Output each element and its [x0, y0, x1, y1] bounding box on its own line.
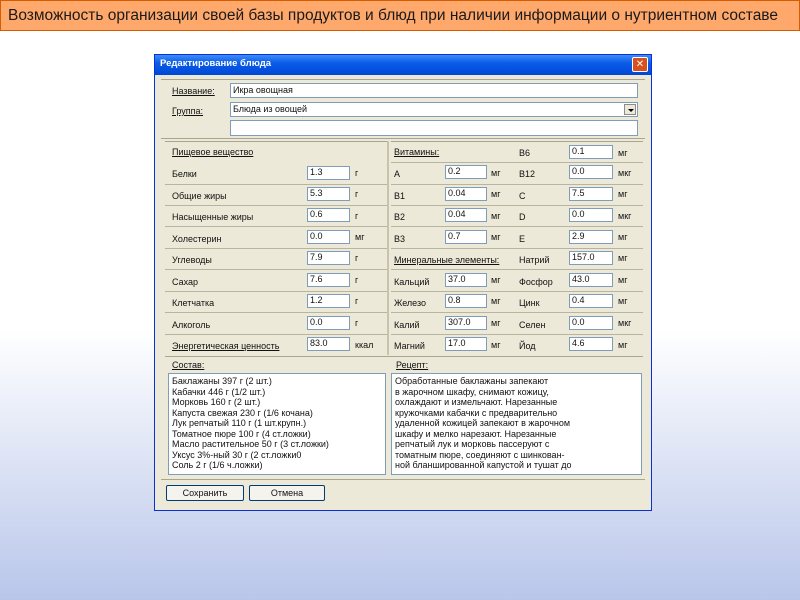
recipe-textarea[interactable]	[391, 373, 642, 475]
row-divider	[165, 226, 387, 227]
mineral-unit: мг	[491, 296, 501, 306]
composition-header: Состав:	[172, 360, 205, 370]
mineral-value-input[interactable]: 157.0	[569, 251, 613, 265]
row-divider	[391, 334, 643, 335]
nutrient-value-input[interactable]: 7.6	[307, 273, 350, 287]
nutrients-header: Пищевое вещество	[172, 147, 254, 157]
mineral-label: Магний	[394, 341, 425, 351]
nutrient-label: Холестерин	[172, 234, 222, 244]
cancel-button[interactable]: Отмена	[249, 485, 325, 501]
mineral-label: Фосфор	[519, 277, 553, 287]
recipe-header: Рецепт:	[396, 360, 429, 370]
nutrient-value-input[interactable]: 1.3	[307, 166, 350, 180]
row-divider	[165, 205, 387, 206]
vitamin-value-input[interactable]: 0.7	[445, 230, 487, 244]
nutrient-unit: г	[355, 189, 359, 199]
mineral-unit: мг	[618, 253, 628, 263]
name-input[interactable]: Икра овощная	[230, 83, 638, 98]
nutrient-unit: г	[355, 168, 359, 178]
name-label: Название:	[172, 86, 215, 96]
mineral-unit: мг	[618, 340, 628, 350]
vitamin-unit: мг	[491, 232, 501, 242]
nutrient-unit: г	[355, 318, 359, 328]
mineral-value-input[interactable]: 43.0	[569, 273, 613, 287]
nutrient-label: Алкоголь	[172, 320, 211, 330]
vitamin-value-input[interactable]: 0.04	[445, 208, 487, 222]
vitamin-unit: мкг	[618, 211, 632, 221]
vitamin-unit: мг	[491, 211, 501, 221]
recipe-line: охлаждают и измельчают. Нарезанные	[395, 397, 558, 407]
nutrient-unit: мг	[355, 232, 365, 242]
vitamins-header: Витамины:	[394, 147, 440, 157]
recipe-line: Обработанные баклажаны запекают	[395, 376, 549, 386]
row-divider	[391, 205, 643, 206]
mineral-value-input[interactable]: 0.4	[569, 294, 613, 308]
mineral-unit: мг	[491, 318, 501, 328]
row-divider	[391, 184, 643, 185]
nutrients-border	[165, 141, 387, 142]
row-divider	[391, 162, 643, 163]
vitamin-unit: мг	[491, 168, 501, 178]
mineral-value-input[interactable]: 0.8	[445, 294, 487, 308]
vitamin-unit: мг	[618, 232, 628, 242]
composition-line: Масло растительное 50 г (3 ст.ложки)	[172, 439, 329, 449]
vitamin-unit: мг	[618, 148, 628, 158]
composition-line: Кабачки 446 г (1/2 шт.)	[172, 386, 266, 397]
composition-line: Лук репчатый 110 г (1 шт.крупн.)	[172, 418, 307, 428]
group-label: Группа:	[172, 106, 204, 116]
mineral-label: Железо	[394, 298, 426, 308]
mineral-unit: мг	[491, 340, 501, 350]
vitamin-label: A	[394, 169, 401, 179]
mineral-label: Калий	[394, 320, 420, 330]
mineral-label: Кальций	[394, 277, 430, 287]
row-divider	[165, 312, 387, 313]
energy-unit: ккал	[355, 340, 374, 350]
recipe-line: репчатый лук и морковь пассеруют с	[395, 439, 550, 449]
recipe-line: кружочками кабачки с предварительно	[395, 407, 558, 418]
mineral-value-input[interactable]: 4.6	[569, 337, 613, 351]
nutrient-value-input[interactable]: 0.6	[307, 208, 350, 222]
top-group-border	[161, 79, 645, 80]
row-divider	[165, 184, 387, 185]
slide-banner: Возможность организации своей базы продуктов и блюд при наличии информации о нутриентном составе	[0, 0, 800, 31]
edit-dish-dialog	[154, 54, 652, 511]
row-divider	[165, 334, 387, 335]
mineral-value-input[interactable]: 307.0	[445, 316, 487, 330]
vitamin-label: C	[519, 191, 526, 201]
nutrient-label: Клетчатка	[172, 298, 215, 308]
close-icon[interactable]: ✕	[632, 57, 648, 72]
mineral-label: Натрий	[519, 255, 550, 265]
dialog-title: Редактирование блюда	[160, 58, 272, 69]
mineral-label: Селен	[519, 320, 546, 330]
vitamin-value-input[interactable]: 2.9	[569, 230, 613, 244]
mineral-label: Йод	[519, 341, 536, 351]
recipe-line: томатным пюре, соединяют с шинкован-	[395, 449, 565, 460]
mineral-label: Цинк	[519, 298, 540, 308]
vitamin-value-input[interactable]: 0.0	[569, 208, 613, 222]
row-divider	[391, 269, 643, 270]
composition-textarea[interactable]	[168, 373, 386, 475]
top-group-bottom-border	[161, 138, 645, 139]
mineral-unit: мг	[618, 296, 628, 306]
nutrient-value-input[interactable]: 0.0	[307, 230, 350, 244]
vitamins-border	[391, 141, 643, 142]
vitamin-value-input[interactable]: 0.2	[445, 165, 487, 179]
vitamin-label: B1	[394, 191, 406, 201]
vitamin-value-input[interactable]: 0.0	[569, 165, 613, 179]
recipe-line: в жарочном шкафу, снимают кожицу,	[395, 386, 549, 397]
composition-line: Морковь 160 г (2 шт.)	[172, 397, 261, 407]
composition-line: Уксус 3%-ный 30 г (2 ст.ложки0	[172, 449, 302, 460]
composition-line: Томатное пюре 100 г (4 ст.ложки)	[172, 428, 311, 439]
mineral-unit: мкг	[618, 318, 632, 328]
vitamin-label: B2	[394, 212, 406, 222]
nutrient-label: Общие жиры	[172, 191, 227, 201]
row-divider	[165, 248, 387, 249]
vitamin-label: B12	[519, 169, 536, 179]
vitamin-label: B6	[519, 148, 531, 158]
vitamin-value-input[interactable]: 0.1	[569, 145, 613, 159]
nutrient-unit: г	[355, 296, 359, 306]
dialog-titlebar[interactable]	[155, 55, 651, 75]
recipe-line: шкафу и мелко нарезают. Нарезанные	[395, 428, 557, 439]
vitamin-value-input[interactable]: 0.04	[445, 187, 487, 201]
row-divider	[391, 248, 643, 249]
minerals-header: Минеральные элементы:	[394, 255, 500, 265]
nutrient-label: Насыщенные жиры	[172, 212, 254, 222]
mineral-value-input[interactable]: 17.0	[445, 337, 487, 351]
composition-line: Соль 2 г (1/6 ч.ложки)	[172, 460, 263, 470]
mineral-unit: мг	[618, 275, 628, 285]
save-button[interactable]: Сохранить	[166, 485, 244, 501]
nutrient-unit: г	[355, 211, 359, 221]
composition-line: Баклажаны 397 г (2 шт.)	[172, 376, 272, 386]
group-select-value: Блюда из овощей	[233, 104, 308, 114]
row-divider	[165, 269, 387, 270]
mineral-value-input[interactable]: 0.0	[569, 316, 613, 330]
vitamin-value-input[interactable]: 7.5	[569, 187, 613, 201]
row-divider	[165, 291, 387, 292]
vitamin-label: E	[519, 234, 526, 244]
nutrient-unit: г	[355, 253, 359, 263]
mineral-value-input[interactable]: 37.0	[445, 273, 487, 287]
row-divider	[391, 312, 643, 313]
nutrient-value-input[interactable]: 7.9	[307, 251, 350, 265]
nutrient-label: Белки	[172, 169, 197, 179]
vitamin-unit: мг	[491, 189, 501, 199]
chevron-down-icon[interactable]	[624, 104, 636, 115]
panel-divider	[387, 141, 389, 355]
energy-value-input[interactable]: 83.0	[307, 337, 350, 351]
row-divider	[391, 226, 643, 227]
nutrient-value-input[interactable]: 5.3	[307, 187, 350, 201]
nutrient-value-input[interactable]: 0.0	[307, 316, 350, 330]
vitamin-unit: мг	[618, 189, 628, 199]
nutrient-label: Углеводы	[172, 255, 212, 265]
group-extra-input[interactable]	[230, 120, 638, 136]
nutrient-label: Сахар	[172, 277, 199, 287]
energy-label: Энергетическая ценность	[172, 341, 280, 351]
composition-line: Капуста свежая 230 г (1/6 кочана)	[172, 407, 313, 418]
row-divider	[391, 291, 643, 292]
bottom-group-border	[165, 356, 643, 357]
nutrient-unit: г	[355, 275, 359, 285]
vitamin-label: D	[519, 212, 526, 222]
recipe-line: удаленной кожицей запекают в жарочном	[395, 418, 571, 428]
mineral-unit: мг	[491, 275, 501, 285]
vitamin-unit: мкг	[618, 168, 632, 178]
buttons-separator	[161, 479, 645, 480]
nutrient-value-input[interactable]: 1.2	[307, 294, 350, 308]
vitamin-label: B3	[394, 234, 406, 244]
group-select[interactable]	[230, 102, 638, 117]
recipe-line: ной бланшированной капустой и тушат до	[395, 460, 572, 470]
